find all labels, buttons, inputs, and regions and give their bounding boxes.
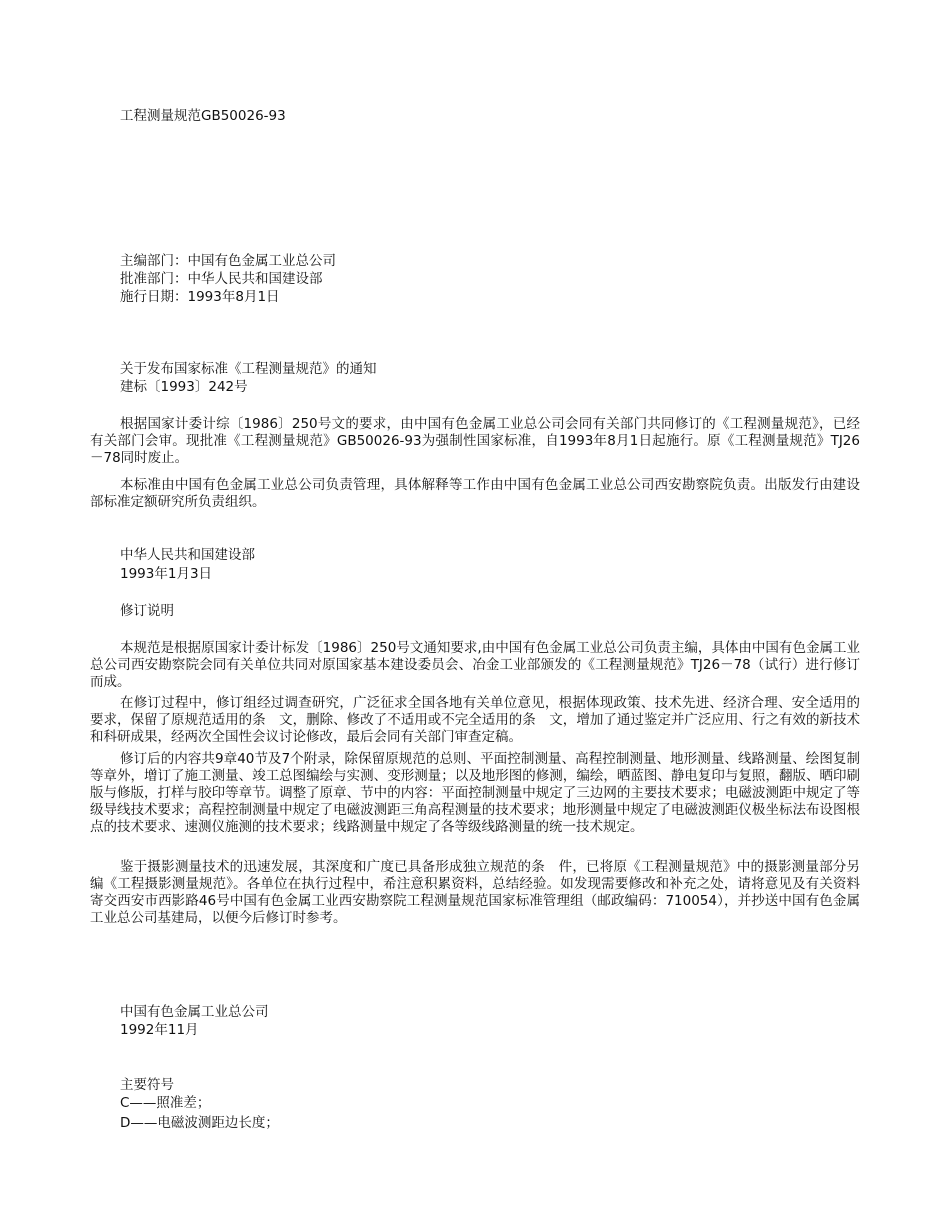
revision-paragraph-3: 修订后的内容共9章40节及7个附录，除保留原规范的总则、平面控制测量、高程控制测量、地形测量、线路测量、绘图复制等章外，增订了施工测量、竣工总图编绘与实测、变形测量；以及地形图的修测，编绘，晒蓝图、静电复印与复照，翻版、晒印刷版与修版，打样与胶印等章节。调整了原章、节中的内容：平面控制测量中规定了三边网的主要技术要求；电磁波测距中规定了等级导线技术要求；高程控制测量中规定了电磁波测距三角高程测量的技术要求；地形测量中规定了电磁波测距仪极坐标法布设图根点的技术要求、速测仪施测的技术要求；线路测量中规定了各等级线路测量的统一技术规定。 [90, 751, 860, 835]
notice-heading: 关于发布国家标准《工程测量规范》的通知 [120, 361, 377, 377]
revision-paragraph-1: 本规范是根据原国家计委计标发〔1986〕250号文通知要求,由中国有色金属工业总公司负责主编，具体由中国有色金属工业总公司西安勘察院会同有关单位共同对原国家基本建设委员会、冶金工业部颁发的《工程测量规范》TJ26－78（试行）进行修订而成。 [90, 640, 860, 690]
approval-department: 批准部门：中华人民共和国建设部 [120, 271, 323, 287]
symbol-item: D——电磁波测距边长度； [120, 1115, 279, 1131]
revision-paragraph-4: 鉴于摄影测量技术的迅速发展，其深度和广度已具备形成独立规范的条 件，已将原《工程测量规范》中的摄影测量部分另编《工程摄影测量规范》。各单位在执行过程中，希注意积累资料，总结经验。如发现需要修改和补充之处，请将意见及有关资料寄交西安市西影路46号中国有色金属工业西安勘察院工程测量规范国家标准管理组（邮政编码：710054），并抄送中国有色金属工业总公司基建局，以便今后修订时参考。 [90, 859, 860, 926]
notice-paragraph-2: 本标准由中国有色金属工业总公司负责管理，具体解释等工作由中国有色金属工业总公司西安勘察院负责。出版发行由建设部标准定额研究所负责组织。 [90, 477, 860, 510]
revision-paragraph-2: 在修订过程中，修订组经过调查研究，广泛征求全国各地有关单位意见，根据体现政策、技术先进、经济合理、安全适用的要求，保留了原规范适用的条 文，删除、修改了不适用或不完全适用的条 文，增加了通过鉴定并广泛应用、行之有效的新技术和科研成果，经两次全国性会议讨论修改，最后会同有关部门审查定稿。 [90, 695, 860, 745]
symbol-item: C——照准差； [120, 1095, 211, 1111]
editor-department: 主编部门：中国有色金属工业总公司 [120, 253, 336, 269]
notice-paragraph-1: 根据国家计委计综〔1986〕250号文的要求，由中国有色金属工业总公司会同有关部门共同修订的《工程测量规范》，已经有关部门会审。现批准《工程测量规范》GB50026-93为强制性国家标准，自1993年8月1日起施行。原《工程测量规范》TJ26－78同时废止。 [90, 416, 860, 466]
document-title: 工程测量规范GB50026-93 [120, 108, 286, 124]
revision-issuer: 中国有色金属工业总公司 [120, 1004, 269, 1020]
revision-date: 1992年11月 [120, 1022, 199, 1038]
notice-issuer: 中华人民共和国建设部 [120, 547, 255, 563]
notice-number: 建标〔1993〕242号 [120, 379, 248, 395]
symbols-heading: 主要符号 [120, 1077, 174, 1093]
revision-heading: 修订说明 [120, 603, 174, 619]
notice-date: 1993年1月3日 [120, 566, 213, 582]
effective-date: 施行日期：1993年8月1日 [120, 289, 280, 305]
